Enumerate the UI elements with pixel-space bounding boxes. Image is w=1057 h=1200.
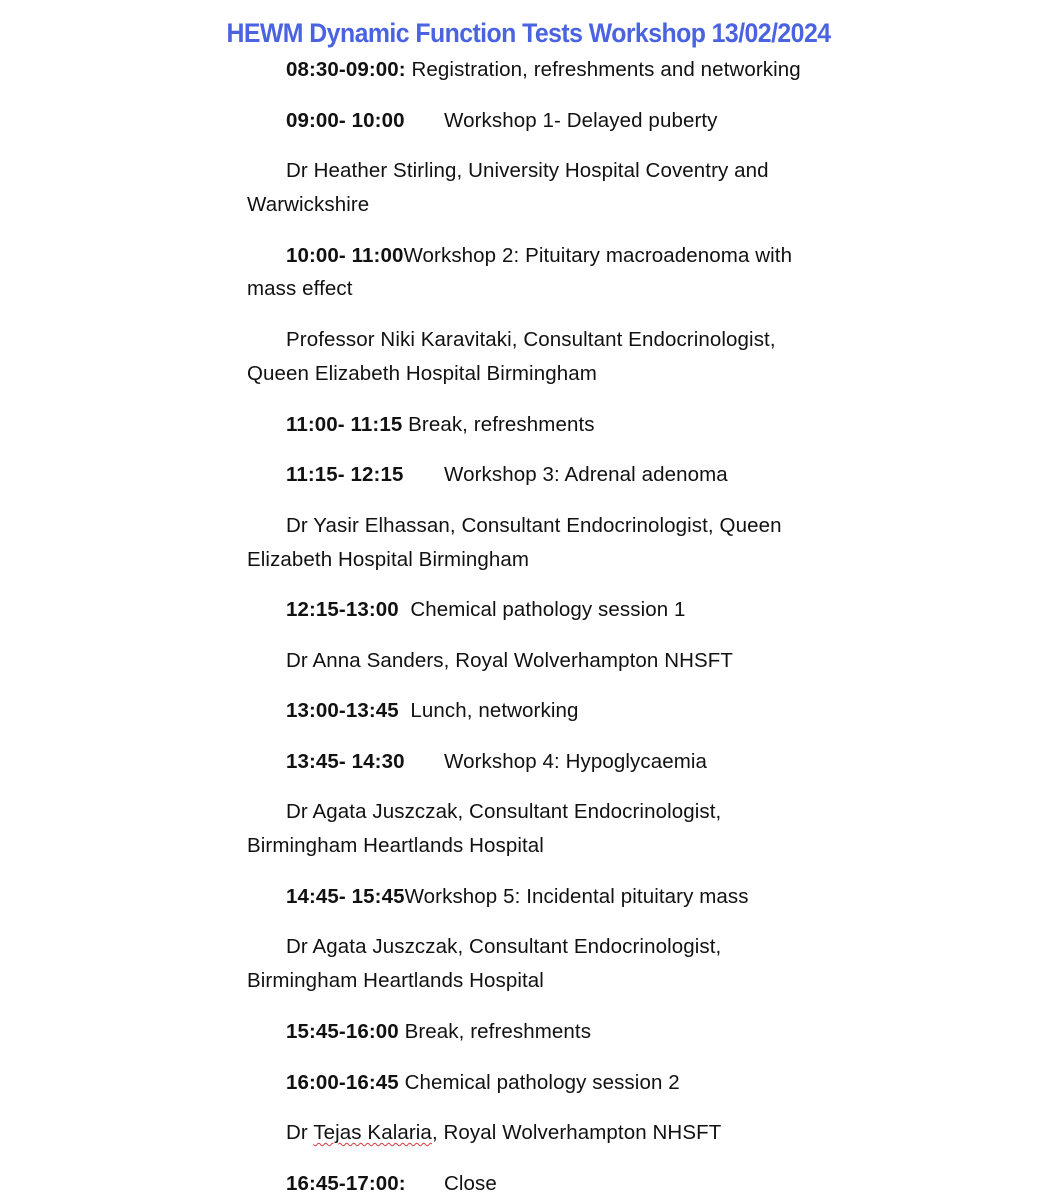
session-title: Break, refreshments [398, 1020, 592, 1043]
session-title: Break, refreshments [402, 413, 595, 436]
time-slot: 16:45-17:00: [286, 1172, 406, 1195]
session-title: Lunch, networking [398, 699, 579, 722]
speaker-line: Queen Elizabeth Hospital Birmingham [247, 362, 597, 385]
session-title: Chemical pathology session 2 [398, 1071, 680, 1094]
schedule-item [286, 885, 749, 909]
schedule-item [286, 1172, 406, 1196]
speaker-name: Tejas Kalaria [313, 1121, 432, 1144]
time-slot: 13:45- 14:30 [286, 750, 405, 773]
page-title: HEWM Dynamic Function Tests Workshop 13/02/2024 [226, 18, 831, 48]
speaker-line: Dr Yasir Elhassan, Consultant Endocrinologist, Queen [286, 514, 782, 537]
speaker-line: Dr Heather Stirling, University Hospital Coventry and [286, 159, 769, 182]
schedule-item [286, 1071, 680, 1095]
schedule-item [286, 1020, 591, 1044]
time-slot: 15:45-16:00 [286, 1020, 399, 1043]
time-slot: 11:00- 11:15 [286, 413, 403, 436]
speaker-line [286, 1121, 721, 1145]
time-slot: 09:00- 10:00 [286, 109, 405, 132]
schedule-item [286, 699, 578, 723]
time-slot: 16:00-16:45 [286, 1071, 399, 1094]
schedule-item [286, 413, 595, 437]
schedule-item [286, 463, 403, 487]
speaker-line: Professor Niki Karavitaki, Consultant Endocrinologist, [286, 328, 776, 351]
schedule-item [286, 598, 686, 622]
speaker-prefix: Dr [286, 1121, 314, 1144]
session-title-cont: mass effect [247, 277, 353, 300]
speaker-line: Birmingham Heartlands Hospital [247, 969, 544, 992]
time-slot: 08:30-09:00: [286, 58, 406, 81]
speaker-line: Warwickshire [247, 193, 370, 216]
session-title: Workshop 2: Pituitary macroadenoma with [403, 244, 793, 267]
time-slot: 10:00- 11:00 [286, 244, 404, 267]
speaker-line: Dr Agata Juszczak, Consultant Endocrinologist, [286, 935, 722, 958]
schedule-item [286, 58, 801, 82]
time-slot: 14:45- 15:45 [286, 885, 405, 908]
time-slot: 13:00-13:45 [286, 699, 399, 722]
session-title: Registration, refreshments and networking [405, 58, 801, 81]
session-title: Workshop 4: Hypoglycaemia [444, 750, 708, 773]
speaker-line: Birmingham Heartlands Hospital [247, 834, 544, 857]
schedule-item [286, 109, 405, 133]
session-title: Workshop 5: Incidental pituitary mass [404, 885, 749, 908]
speaker-line: Elizabeth Hospital Birmingham [247, 548, 530, 571]
session-title: Chemical pathology session 1 [398, 598, 686, 621]
session-title: Workshop 1- Delayed puberty [444, 109, 718, 132]
speaker-affiliation: , Royal Wolverhampton NHSFT [431, 1121, 722, 1144]
session-title: Workshop 3: Adrenal adenoma [444, 463, 728, 486]
schedule-item [286, 750, 405, 774]
schedule-item [286, 244, 792, 268]
time-slot: 11:15- 12:15 [286, 463, 404, 486]
session-title: Close [444, 1172, 497, 1195]
time-slot: 12:15-13:00 [286, 598, 399, 621]
speaker-line: Dr Anna Sanders, Royal Wolverhampton NHSFT [286, 649, 734, 672]
speaker-line: Dr Agata Juszczak, Consultant Endocrinologist, [286, 800, 722, 823]
